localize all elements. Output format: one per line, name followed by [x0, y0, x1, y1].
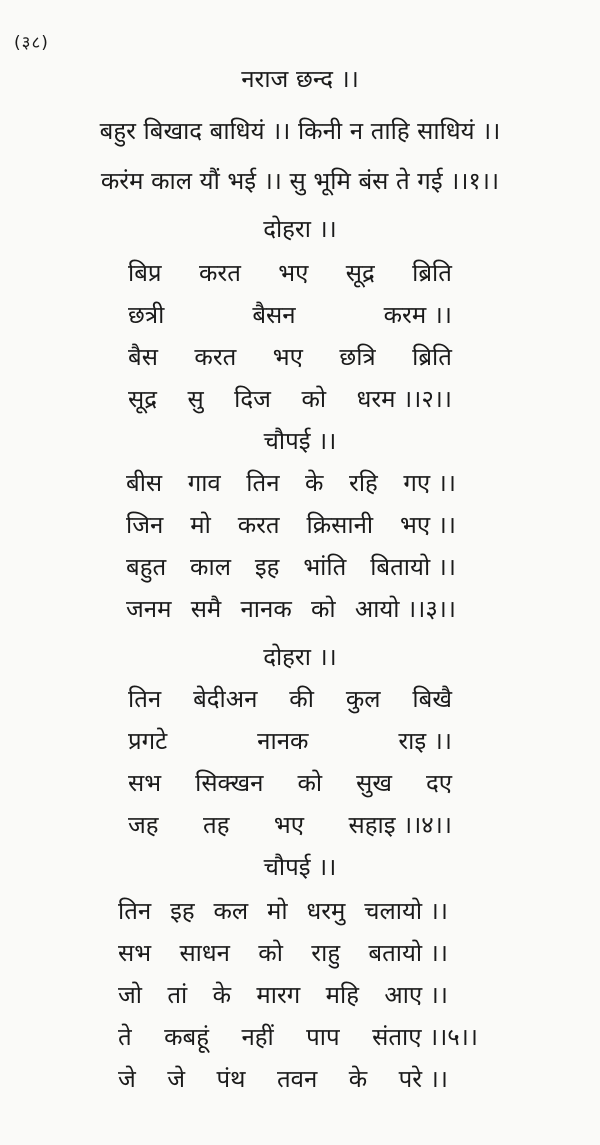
verse-word: आए ।।: [384, 981, 448, 1009]
verse-word: चलायो ।।: [364, 897, 448, 925]
verse-word: तवन: [276, 1065, 318, 1093]
verse-word: को: [310, 595, 336, 623]
verse-word: सहाइ ।।४।।: [348, 811, 452, 839]
verse-word: करत: [198, 259, 241, 287]
verse-word: धरम ।।२।।: [356, 385, 452, 413]
verse-word: इह: [254, 553, 280, 581]
verse-line: [126, 592, 456, 625]
verse-word: नहीं: [241, 1023, 274, 1051]
verse-line: [126, 466, 456, 499]
verse-word: के: [212, 981, 232, 1009]
verse-word: पंथ: [216, 1065, 246, 1093]
verse-line: करंम काल यौं भई ।। सु भूमि बंस ते गई ।।१।।: [100, 167, 500, 195]
verse-word: महि: [325, 981, 359, 1009]
verse-word: सभ: [128, 769, 162, 797]
verse-word: जो: [118, 981, 143, 1009]
verse-word: दिज: [234, 385, 271, 413]
verse-word: की: [289, 685, 314, 713]
verse-word: मो: [267, 897, 288, 925]
verse-word: तिन: [246, 469, 280, 497]
section-heading: चौपई ।।: [263, 427, 337, 455]
verse-line: [128, 682, 452, 715]
verse-word: पाप: [306, 1023, 340, 1051]
verse-line: [118, 978, 448, 1011]
verse-word: संताए ।।५।।: [372, 1023, 478, 1051]
verse-word: इह: [170, 897, 195, 925]
verse-word: राइ ।।: [398, 727, 452, 755]
verse-word: कल: [213, 897, 249, 925]
verse-word: भए: [278, 259, 309, 287]
verse-line: [128, 808, 452, 841]
verse-word: बहुत: [126, 553, 167, 581]
verse-word: नानक: [257, 727, 309, 755]
verse-word: जे: [167, 1065, 186, 1093]
verse-word: सु: [187, 385, 204, 413]
verse-word: भए: [272, 343, 303, 371]
verse-line: बहुर बिखाद बाधियं ।। किनी न ताहि साधियं ।।: [99, 117, 501, 145]
verse-line: [118, 936, 448, 969]
verse-word: गए ।।: [403, 469, 456, 497]
verse-line: [128, 766, 452, 799]
verse-word: ब्रिति: [412, 259, 452, 287]
section-heading: दोहरा ।।: [263, 643, 337, 671]
verse-word: भांति: [303, 553, 347, 581]
verse-word: जिन: [126, 511, 164, 539]
verse-word: करत: [194, 343, 237, 371]
verse-word: के: [348, 1065, 368, 1093]
verse-word: परे ।।: [398, 1065, 448, 1093]
verse-word: छत्री: [128, 301, 165, 329]
verse-word: जनम: [126, 595, 172, 623]
verse-word: क्रिसानी: [306, 511, 374, 539]
verse-line: [118, 1062, 448, 1095]
verse-word: तह: [203, 811, 230, 839]
verse-line: [128, 298, 452, 331]
verse-word: ब्रिति: [412, 343, 452, 371]
verse-word: गाव: [187, 469, 221, 497]
page-number: (३८): [14, 33, 49, 53]
verse-word: मो: [190, 511, 211, 539]
verse-word: को: [301, 385, 327, 413]
verse-line: [128, 724, 452, 757]
verse-word: कुल: [345, 685, 381, 713]
verse-word: तां: [167, 981, 188, 1009]
verse-word: को: [258, 939, 283, 967]
verse-word: समै: [190, 595, 222, 623]
verse-word: भए: [273, 811, 305, 839]
verse-word: आयो ।।३।।: [354, 595, 456, 623]
verse-word: भए ।।: [400, 511, 456, 539]
verse-word: करम ।।: [383, 301, 452, 329]
verse-word: तिन: [118, 897, 152, 925]
verse-word: बतायो ।।: [368, 939, 448, 967]
verse-word: बिखै: [412, 685, 452, 713]
verse-word: सूद्र: [128, 385, 157, 413]
verse-line: [128, 340, 452, 373]
verse-word: सुख: [356, 769, 392, 797]
verse-word: कबहूं: [164, 1023, 210, 1051]
verse-word: बैसन: [252, 301, 296, 329]
verse-word: नानक: [240, 595, 292, 623]
verse-word: करत: [237, 511, 280, 539]
verse-word: जे: [118, 1065, 136, 1093]
verse-line: [128, 382, 452, 415]
verse-line: [126, 508, 456, 541]
verse-line: [128, 256, 452, 289]
verse-word: काल: [190, 553, 231, 581]
verse-word: तिन: [128, 685, 162, 713]
verse-word: बिप्र: [128, 259, 162, 287]
section-heading: चौपई ।।: [263, 853, 337, 881]
verse-word: मारग: [256, 981, 301, 1009]
verse-word: राहु: [311, 939, 341, 967]
section-heading: दोहरा ।।: [263, 215, 337, 243]
verse-line: [118, 894, 448, 927]
verse-line: [126, 550, 456, 583]
verse-word: के: [305, 469, 324, 497]
verse-word: बेदीअन: [193, 685, 258, 713]
verse-word: रहि: [349, 469, 378, 497]
verse-word: बैस: [128, 343, 158, 371]
verse-word: साधन: [179, 939, 230, 967]
verse-word: सभ: [118, 939, 152, 967]
verse-word: प्रगटे: [128, 727, 168, 755]
verse-word: जह: [128, 811, 159, 839]
verse-line: [118, 1020, 478, 1053]
verse-word: को: [297, 769, 323, 797]
verse-word: ते: [118, 1023, 132, 1051]
verse-word: छत्रि: [339, 343, 376, 371]
verse-word: धरमु: [306, 897, 346, 925]
verse-word: बितायो ।।: [370, 553, 456, 581]
verse-word: दए: [425, 769, 452, 797]
section-heading: नराज छन्द ।।: [241, 65, 359, 93]
verse-word: बीस: [126, 469, 163, 497]
verse-word: सूद्र: [345, 259, 375, 287]
verse-word: सिक्खन: [195, 769, 264, 797]
